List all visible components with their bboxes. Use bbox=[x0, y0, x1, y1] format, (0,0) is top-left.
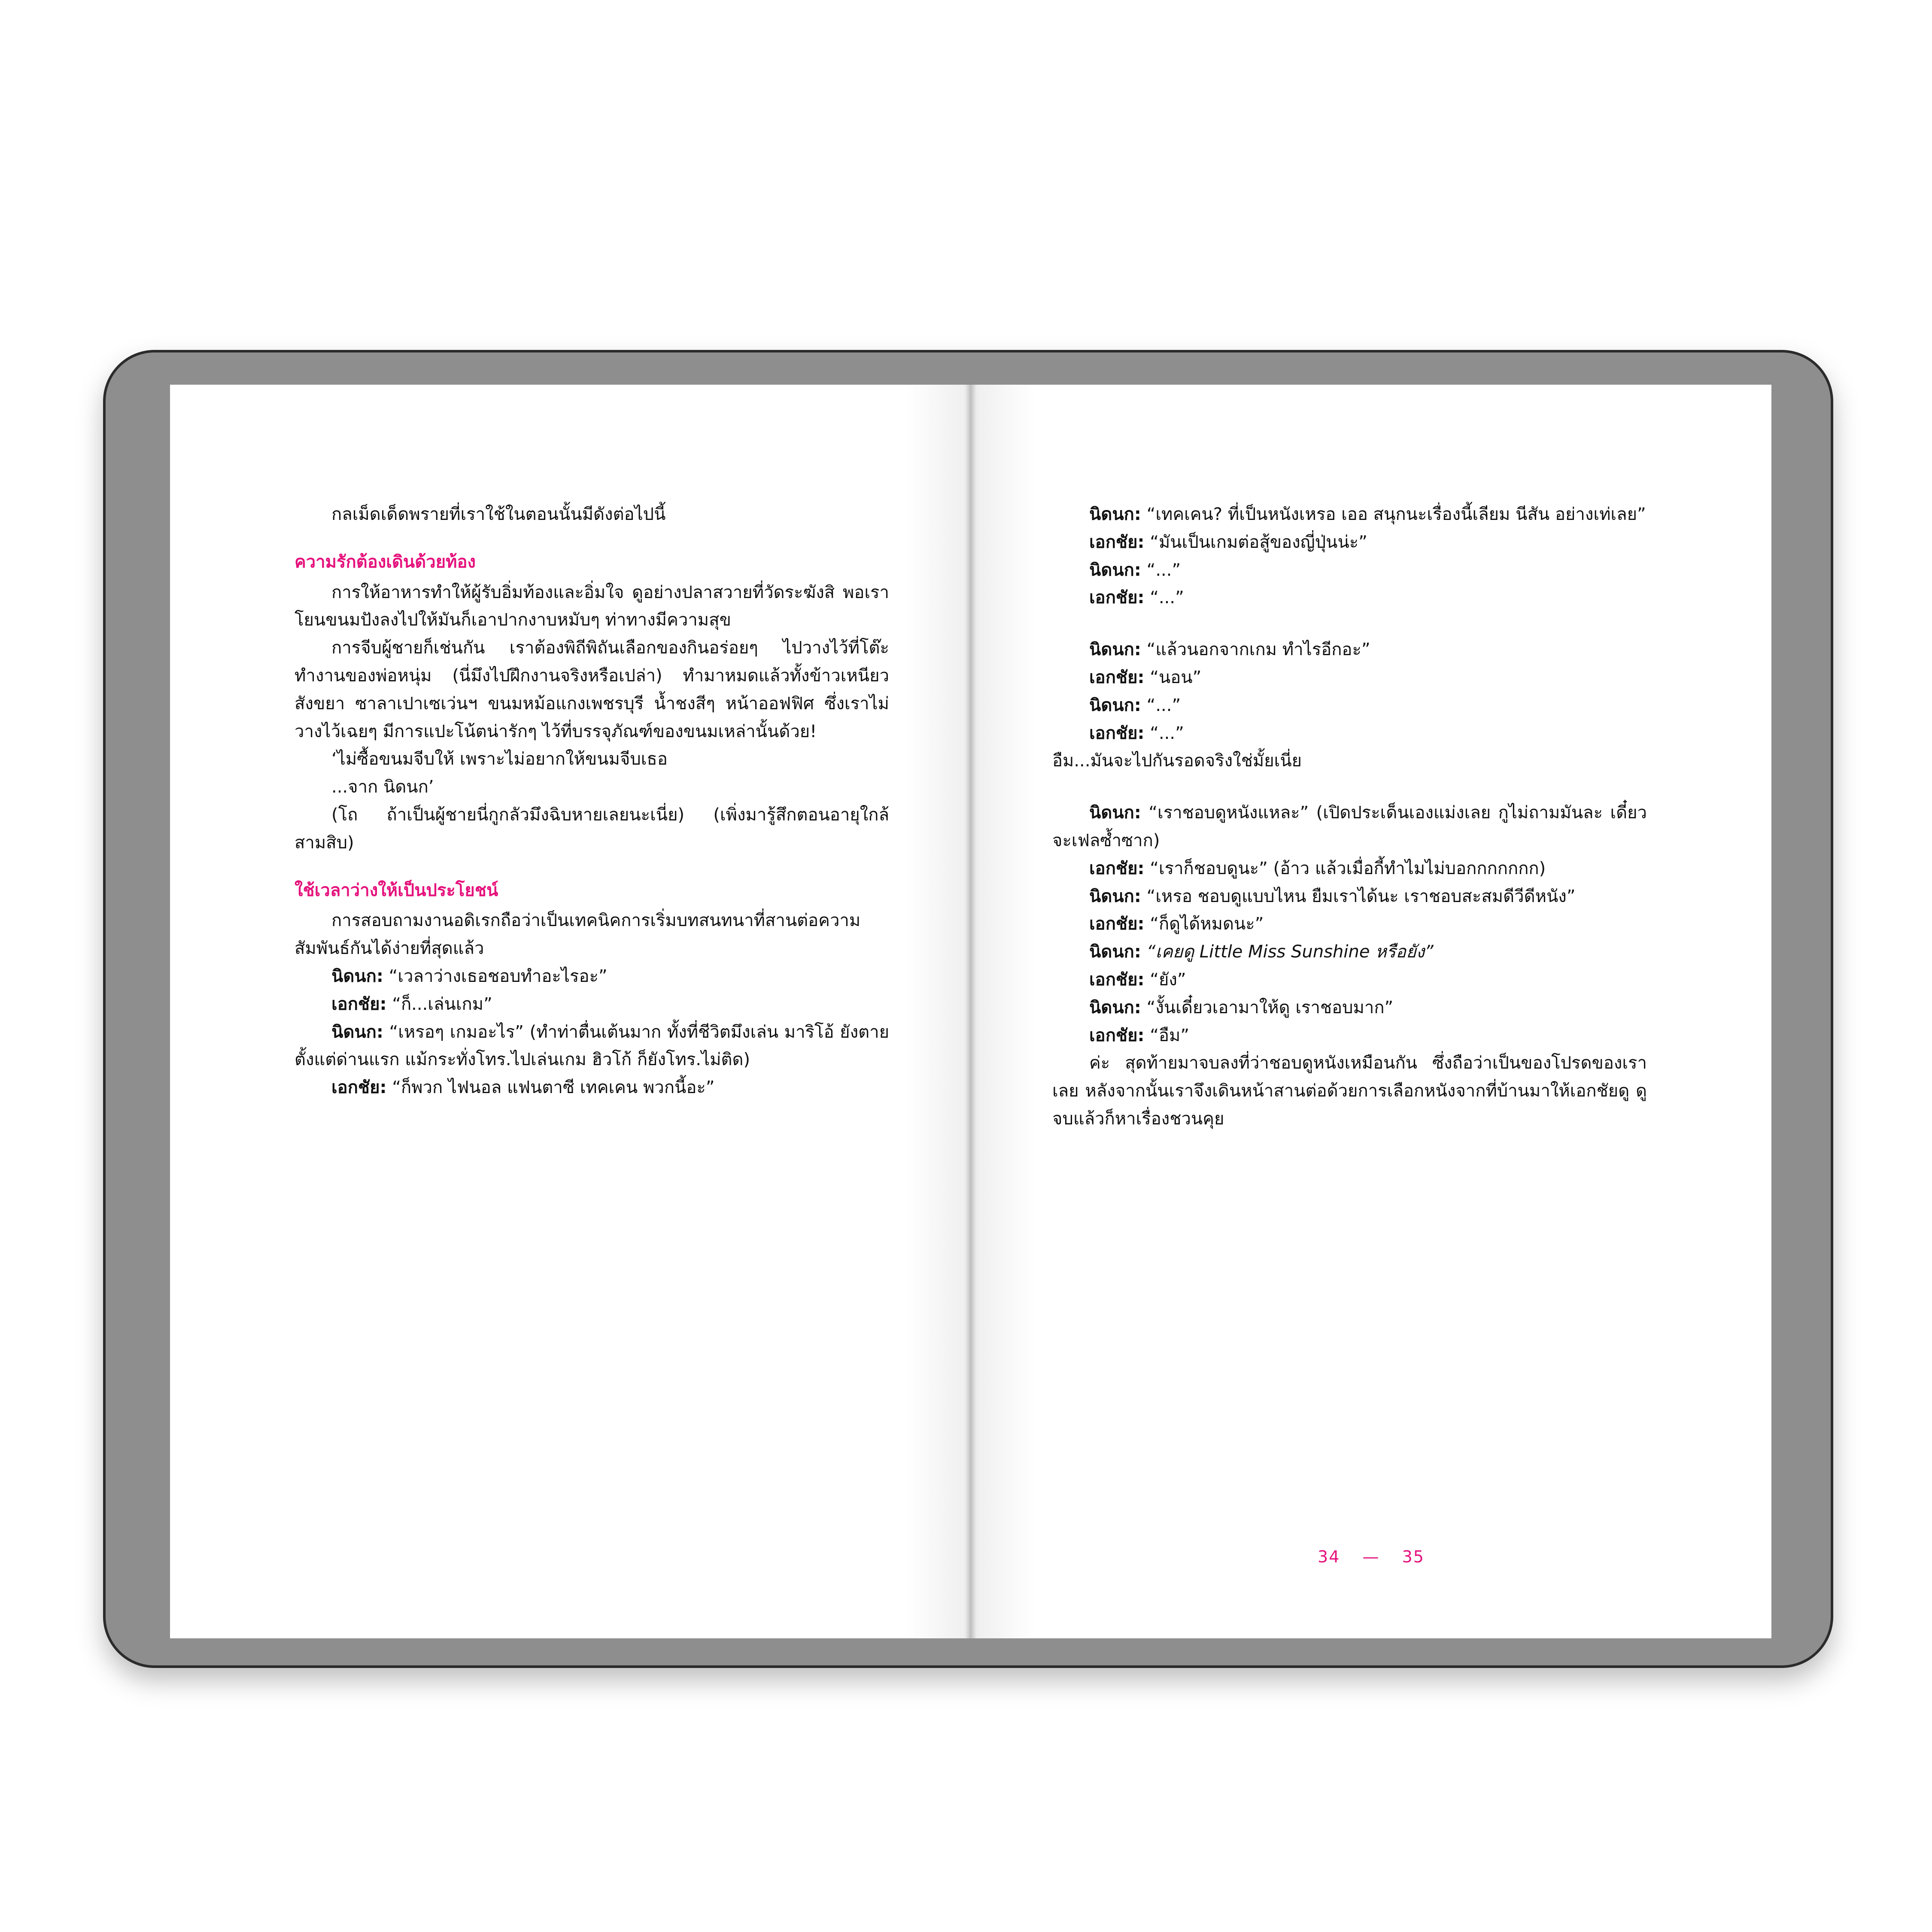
dialogue-text: “อืม” bbox=[1150, 1025, 1190, 1045]
paragraph-spacer bbox=[1052, 612, 1647, 636]
dialogue-line bbox=[1052, 664, 1647, 692]
dialogue-text: “เหรอๆ เกมอะไร” (ทำท่าตื่นเต้นมาก ทั้งที่ชีวิตมึงเล่น มาริโอ้ ยังตายตั้งแต่ด่านแรก แม้กระทั่งโทร.ไปเล่นเกม ฮิวโก้ ก็ยังโทร.ไม่ติด) bbox=[295, 1022, 890, 1070]
left-page-content bbox=[295, 501, 889, 1102]
paragraph: การจีบผู้ชายก็เช่นกัน เราต้องพิถีพิถันเลือกของกินอร่อยๆ ไปวางไว้ที่โต๊ะทำงานของพ่อหนุ่ม (นี่มึงไปฝึกงานจริงหรือเปล่า) ทำมาหมดแล้วทั้งข้าวเหนียวสังขยา ซาลาเปาเซเว่นฯ ขนมหม้อแกงเพชรบุรี น้ำชงสีๆ หน้าออฟฟิศ ซึ่งเราไม่วางไว้เฉยๆ มีการแปะโน้ตน่ารักๆ ไว้ที่บรรจุภัณฑ์ของขนมเหล่านั้นด้วย! bbox=[295, 638, 889, 741]
speaker-label: เอกชัย: bbox=[1089, 667, 1145, 687]
speaker-label: นิดนก: bbox=[1089, 886, 1141, 906]
dialogue-line bbox=[295, 963, 889, 990]
dialogue-text: “...” bbox=[1150, 588, 1184, 608]
speaker-label: นิดนก: bbox=[1089, 695, 1141, 715]
aside-line: อืม...มันจะไปกันรอดจริงใช่มั้ยเนี่ย bbox=[1052, 751, 1302, 771]
tablet-device-frame bbox=[103, 350, 1833, 1668]
dialogue-line bbox=[1052, 855, 1647, 883]
dialogue-text: “มันเป็นเกมต่อสู้ของญี่ปุ่นน่ะ” bbox=[1150, 532, 1367, 552]
dialogue-line bbox=[1052, 883, 1647, 911]
speaker-label: เอกชัย: bbox=[1089, 969, 1145, 990]
dialogue-line bbox=[1052, 966, 1647, 994]
dialogue-line bbox=[1052, 636, 1647, 664]
folio-dash: — bbox=[1362, 1547, 1380, 1566]
paragraph: การให้อาหารทำให้ผู้รับอิ่มท้องและอิ่มใจ ดูอย่างปลาสวายที่วัดระฆังสิ พอเราโยนขนมปังลงไปให้มันก็เอาปากงาบหมับๆ ท่าทางมีความสุข bbox=[295, 582, 889, 630]
dialogue-line bbox=[295, 1074, 889, 1102]
speaker-label: นิดนก: bbox=[1089, 640, 1141, 660]
dialogue-text: “ก็ดูได้หมดนะ” bbox=[1150, 914, 1264, 934]
paragraph: การสอบถามงานอดิเรกถือว่าเป็นเทคนิคการเริ่มบทสนทนาที่สานต่อความสัมพันธ์กันได้ง่ายที่สุดแล้ว bbox=[295, 911, 861, 959]
speaker-label: นิดนก: bbox=[1089, 560, 1141, 580]
book-spread bbox=[170, 385, 1771, 1638]
dialogue-line bbox=[1052, 556, 1647, 584]
dialogue-line bbox=[1052, 994, 1647, 1022]
speaker-label: นิดนก: bbox=[331, 1022, 383, 1042]
dialogue-text: “...” bbox=[1150, 723, 1184, 743]
speaker-label: เอกชัย: bbox=[1089, 588, 1145, 608]
section-heading-freetime: ใช้เวลาว่างให้เป็นประโยชน์ bbox=[295, 880, 498, 900]
dialogue-text: “เคยดู Little Miss Sunshine หรือยัง” bbox=[1146, 942, 1434, 962]
dialogue-text: “...” bbox=[1146, 695, 1181, 715]
dialogue-text: “...” bbox=[1146, 560, 1181, 580]
right-page bbox=[971, 385, 1771, 1638]
dialogue-line bbox=[1052, 529, 1647, 556]
speaker-label: นิดนก: bbox=[331, 966, 383, 986]
dialogue-text: “เหรอ ชอบดูแบบไหน ยืมเราได้นะ เราชอบสะสมดีวีดีหนัง” bbox=[1146, 886, 1576, 906]
dialogue-line bbox=[295, 990, 889, 1018]
speaker-label: เอกชัย: bbox=[331, 994, 387, 1014]
folio-left-number: 34 bbox=[1318, 1547, 1340, 1566]
dialogue-line bbox=[1052, 501, 1647, 529]
speaker-label: เอกชัย: bbox=[331, 1078, 387, 1098]
quote-line: ...จาก นิดนก’ bbox=[331, 777, 434, 797]
dialogue-text: “เทคเคน? ที่เป็นหนังเหรอ เออ สนุกนะเรื่องนี้เลียม นีสัน อย่างเท่เลย” bbox=[1146, 504, 1646, 524]
dialogue-text: “ก็พวก ไฟนอล แฟนตาซี เทคเคน พวกนี้อะ” bbox=[392, 1078, 715, 1098]
dialogue-line bbox=[1052, 910, 1647, 938]
speaker-label: เอกชัย: bbox=[1089, 1025, 1145, 1045]
device-screen bbox=[170, 385, 1771, 1638]
left-page bbox=[170, 385, 971, 1638]
speaker-label: นิดนก: bbox=[1089, 997, 1141, 1018]
dialogue-text: “งั้นเดี๋ยวเอามาให้ดู เราชอบมาก” bbox=[1146, 997, 1394, 1018]
right-page-content bbox=[1052, 501, 1647, 1133]
quote-line: ‘ไม่ซื้อขนมจีบให้ เพราะไม่อยากให้ขนมจีบเธอ bbox=[331, 749, 668, 769]
speaker-label: นิดนก: bbox=[1089, 942, 1141, 962]
speaker-label: เอกชัย: bbox=[1089, 532, 1145, 552]
folio-right-number: 35 bbox=[1402, 1547, 1425, 1566]
dialogue-text: “แล้วนอกจากเกม ทำไรอีกอะ” bbox=[1146, 640, 1370, 660]
dialogue-line bbox=[1052, 1022, 1647, 1050]
speaker-label: นิดนก: bbox=[1089, 504, 1141, 524]
dialogue-line bbox=[1052, 938, 1647, 966]
speaker-label: เอกชัย: bbox=[1089, 723, 1145, 743]
dialogue-text: “นอน” bbox=[1150, 667, 1202, 687]
intro-paragraph: กลเม็ดเด็ดพรายที่เราใช้ในตอนนั้นมีดังต่อไปนี้ bbox=[331, 504, 666, 524]
dialogue-line bbox=[1052, 692, 1647, 720]
dialogue-text: “ยัง” bbox=[1150, 969, 1186, 990]
dialogue-text: “เวลาว่างเธอชอบทำอะไรอะ” bbox=[389, 966, 608, 986]
dialogue-text: “เราชอบดูหนังแหละ” (เปิดประเด็นเองแม่งเลย กูไม่ถามมันละ เดี๋ยวจะเฟลซ้ำซาก) bbox=[1052, 803, 1647, 851]
dialogue-text: “เราก็ชอบดูนะ” (อ้าว แล้วเมื่อกี้ทำไมไม่บอกกกกกกก) bbox=[1150, 858, 1546, 878]
closing-paragraph: ค่ะ สุดท้ายมาจบลงที่ว่าชอบดูหนังเหมือนกัน ซึ่งถือว่าเป็นของโปรดของเราเลย หลังจากนั้นเราจึงเดินหน้าสานต่อด้วยการเลือกหนังจากที่บ้านมาให้เอกชัยดู ดูจบแล้วก็หาเรื่องชวนคุย bbox=[1052, 1053, 1647, 1129]
paragraph-spacer bbox=[1052, 775, 1647, 799]
section-heading-love: ความรักต้องเดินด้วยท้อง bbox=[295, 552, 476, 572]
dialogue-text: “ก็...เล่นเกม” bbox=[392, 994, 492, 1014]
dialogue-line bbox=[1052, 584, 1647, 612]
page-folio bbox=[971, 1547, 1771, 1566]
dialogue-line bbox=[295, 1018, 889, 1074]
speaker-label: นิดนก: bbox=[1089, 803, 1141, 823]
dialogue-line bbox=[1052, 799, 1647, 855]
speaker-label: เอกชัย: bbox=[1089, 914, 1145, 934]
speaker-label: เอกชัย: bbox=[1089, 858, 1145, 878]
dialogue-line bbox=[1052, 720, 1647, 747]
paragraph: (โถ ถ้าเป็นผู้ชายนี่กูกลัวมึงฉิบหายเลยนะเนี่ย) (เพิ่งมารู้สึกตอนอายุใกล้สามสิบ) bbox=[295, 805, 889, 853]
